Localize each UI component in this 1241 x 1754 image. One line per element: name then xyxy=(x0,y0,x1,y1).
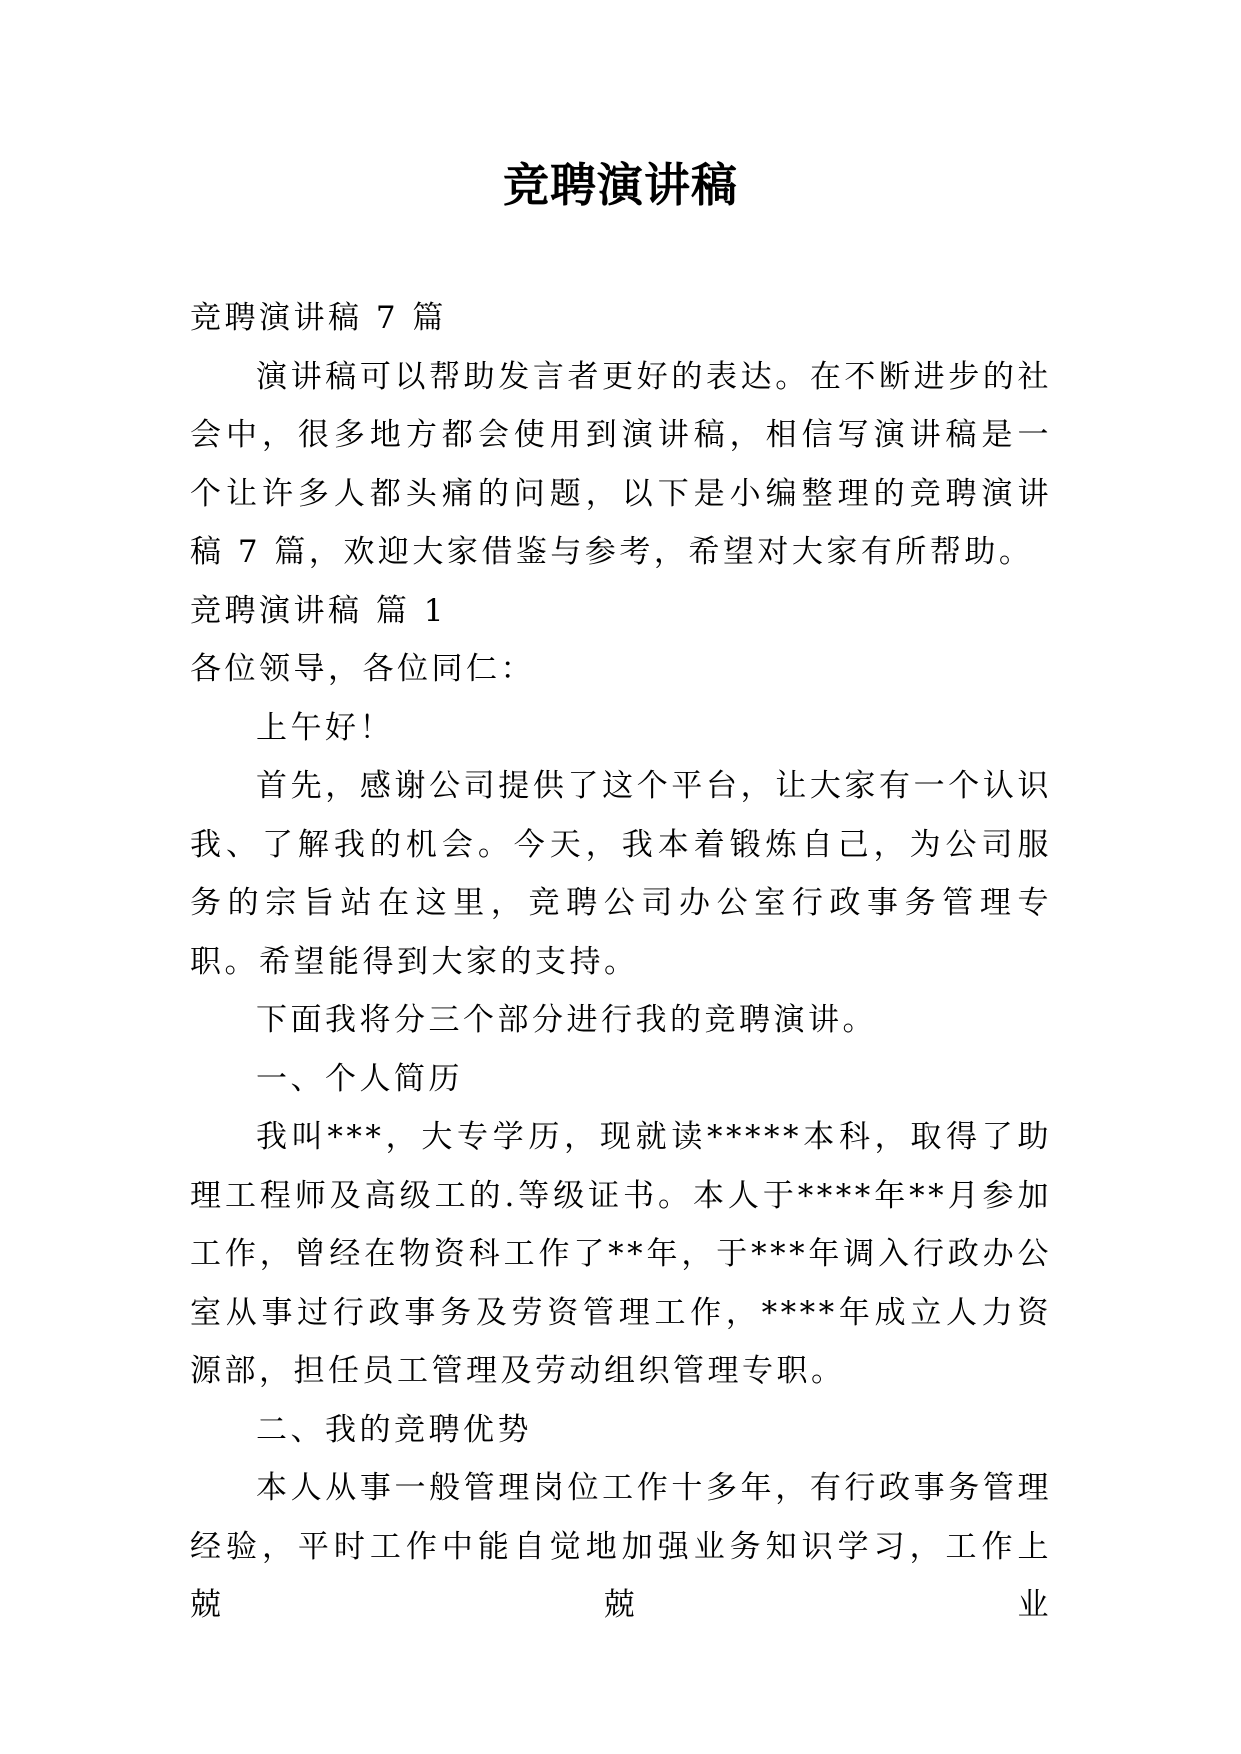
body-paragraph: 首先，感谢公司提供了这个平台，让大家有一个认识我、了解我的机会。今天，我本着锻炼自己，为公司服务的宗旨站在这里，竞聘公司办公室行政事务管理专职。希望能得到大家的支持。 xyxy=(190,768,1052,980)
intro-paragraph: 演讲稿可以帮助发言者更好的表达。在不断进步的社会中，很多地方都会使用到演讲稿，相信写演讲稿是一个让许多人都头痛的问题，以下是小编整理的竞聘演讲稿 7 篇，欢迎大家借鉴与参考，希望对大家有所帮助。 xyxy=(190,358,1052,570)
section-heading: 竞聘演讲稿 篇 1 xyxy=(190,592,447,629)
body-paragraph: 下面我将分三个部分进行我的竞聘演讲。 xyxy=(256,1002,877,1038)
salutation: 各位领导，各位同仁： xyxy=(190,651,535,687)
document-subtitle: 竞聘演讲稿 7 篇 xyxy=(190,300,447,336)
body-paragraph: 我叫***，大专学历，现就读*****本科，取得了助理工程师及高级工的.等级证书。本人于****年**月参加工作，曾经在物资科工作了**年，于***年调入行政办公室从事过行政事务及劳资管理工作，****年成立人力资源部，担任员工管理及劳动组织管理专职。 xyxy=(190,1119,1052,1389)
subsection-heading: 二、我的竞聘优势 xyxy=(256,1411,532,1448)
body-paragraph: 本人从事一般管理岗位工作十多年，有行政事务管理经验，平时工作中能自觉地加强业务知识学习，工作上兢兢业 xyxy=(190,1470,1052,1623)
greeting: 上午好！ xyxy=(256,709,394,746)
document-body xyxy=(190,289,1052,1635)
subsection-heading: 一、个人简历 xyxy=(256,1060,463,1097)
document-title: 竞聘演讲稿 xyxy=(503,158,738,212)
